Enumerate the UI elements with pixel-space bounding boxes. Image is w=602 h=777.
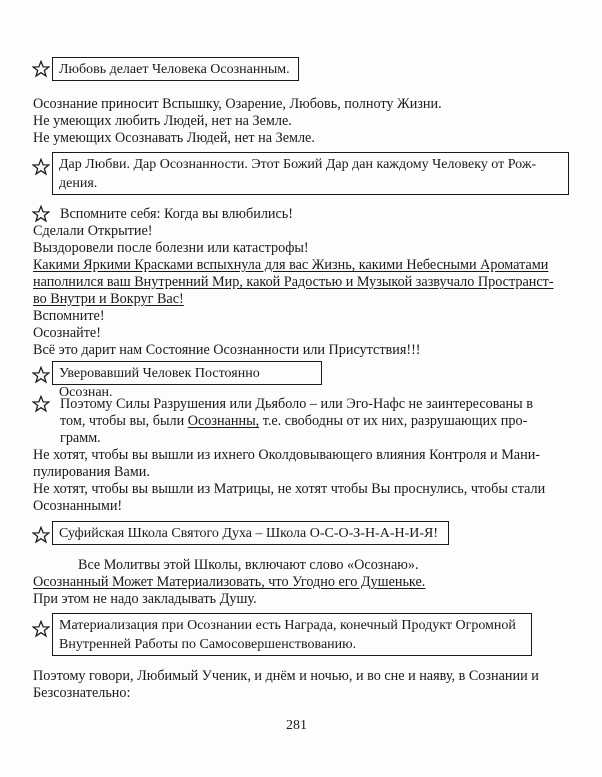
underlined-word: Осознанны, [187,413,260,429]
text-line: Не умеющих Осознавать Людей, нет на Земле. [33,130,315,146]
text-line: Безсознательно: [33,685,131,701]
star-icon [32,395,50,413]
text-line: Поэтому говори, Любимый Ученик, и днём и ночью, и во сне и наяву, в Сознании и [33,668,539,684]
text-line: Осознание приносит Вспышку, Озарение, Любовь, полноту Жизни. [33,96,442,112]
text-line: Не умеющих любить Людей, нет на Земле. [33,113,292,129]
box-line: Материализация при Осознании есть Награда, конечный Продукт Огромной [59,618,516,633]
boxed-heading: Суфийская Школа Святого Духа – Школа О-С-О-З-Н-А-Н-И-Я! [52,521,449,545]
text-line: Сделали Открытие! [33,223,153,239]
text-line: При этом не надо закладывать Душу. [33,591,257,607]
text-span: т.е. свободны от их них, разрушающих про- [259,413,528,429]
star-icon [32,158,50,176]
page-number: 281 [286,718,307,733]
underlined-line: наполнился ваш Внутренний Мир, какой Радостью и Музыкой зазвучало Пространст- [33,274,554,290]
text-line: Вспомните себя: Когда вы влюбились! [60,206,293,222]
star-icon [32,526,50,544]
boxed-heading [52,613,532,656]
underlined-line: Какими Яркими Красками вспыхнула для вас Жизнь, какими Небесными Ароматами [33,257,549,273]
text-line: Выздоровели после болезни или катастрофы! [33,240,309,256]
text-line: Осознанными! [33,498,123,514]
boxed-heading: Уверовавший Человек Постоянно Осознан. [52,361,322,385]
box-line: дения. [59,176,98,191]
text-line: грамм. [60,430,101,446]
boxed-heading [52,152,569,195]
text-line: Не хотят, чтобы вы вышли из ихнего Околдовывающего влияния Контроля и Мани- [33,447,541,463]
text-line: пулирования Вами. [33,464,150,480]
text-line: Все Молитвы этой Школы, включают слово «Осознаю». [78,557,419,573]
underlined-line: во Внутри и Вокруг Вас! [33,291,184,307]
text-line: Осознайте! [33,325,101,341]
text-line [60,413,527,430]
text-line: Не хотят, чтобы вы вышли из Матрицы, не хотят чтобы Вы проснулись, чтобы стали [33,481,546,497]
star-icon [32,366,50,384]
text-line: Вспомните! [33,308,105,324]
text-line: Поэтому Силы Разрушения или Дьяболо – или Эго-Нафс не заинтересованы в [60,396,533,412]
text-line: Всё это дарит нам Состояние Осознанности или Присутствия!!! [33,342,421,358]
box-line: Внутренней Работы по Самосовершенствованию. [59,637,357,652]
boxed-heading: Любовь делает Человека Осознанным. [52,57,299,81]
star-icon [32,205,50,223]
box-line: Дар Любви. Дар Осознанности. Этот Божий Дар дан каждому Человеку от Рож- [59,157,537,172]
star-icon [32,620,50,638]
underlined-line: Осознанный Может Материализовать, что Угодно его Душеньке. [33,574,426,590]
text-span: том, чтобы вы, были [60,413,188,429]
star-icon [32,60,50,78]
